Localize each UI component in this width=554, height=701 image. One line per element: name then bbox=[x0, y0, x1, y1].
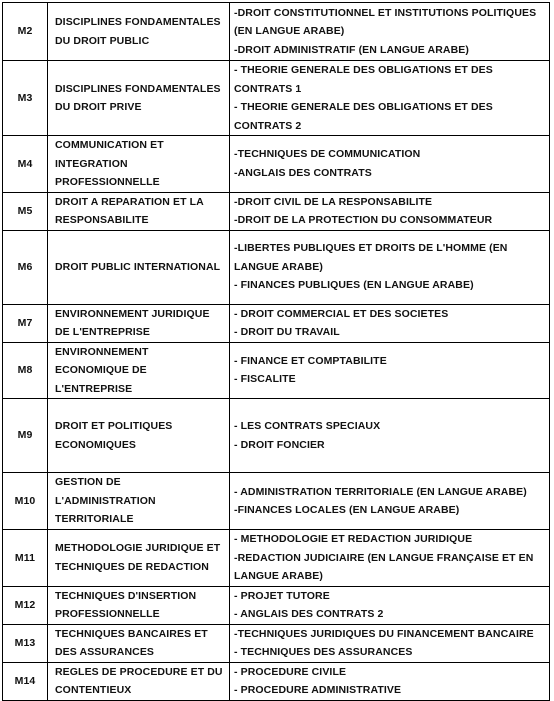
course-item: - FISCALITE bbox=[234, 373, 296, 386]
module-row bbox=[3, 342, 550, 399]
module-code: M7 bbox=[3, 304, 48, 342]
module-title bbox=[48, 230, 230, 304]
module-row bbox=[3, 192, 550, 230]
module-title-line: INTEGRATION bbox=[55, 157, 128, 170]
module-row bbox=[3, 662, 550, 700]
module-title-line: DU DROIT PRIVE bbox=[55, 101, 142, 113]
module-title bbox=[48, 624, 230, 662]
course-item: - METHODOLOGIE ET REDACTION JURIDIQUE bbox=[234, 533, 473, 545]
module-title-line: L'ADMINISTRATION bbox=[55, 494, 156, 507]
module-title-line: DE L'ENTREPRISE bbox=[55, 326, 151, 338]
module-row bbox=[3, 61, 550, 136]
course-item: - FINANCES PUBLIQUES (EN LANGUE ARABE) bbox=[234, 279, 474, 292]
module-title-line: ECONOMIQUES bbox=[55, 438, 137, 451]
module-courses bbox=[230, 304, 550, 342]
module-title-line: TECHNIQUES DE REDACTION bbox=[55, 560, 209, 573]
module-title-line: PROFESSIONNELLE bbox=[55, 176, 160, 188]
course-item: -FINANCES LOCALES (EN LANGUE ARABE) bbox=[234, 504, 460, 516]
course-item: - ADMINISTRATION TERRITORIALE (EN LANGUE ARABE) bbox=[234, 485, 527, 498]
course-item: -TECHNIQUES DE COMMUNICATION bbox=[234, 148, 421, 161]
module-title-line: DROIT PUBLIC INTERNATIONAL bbox=[55, 260, 221, 273]
module-title-line: TERRITORIALE bbox=[55, 513, 134, 526]
module-title-line: DISCIPLINES FONDAMENTALES bbox=[55, 16, 221, 28]
module-code: M2 bbox=[3, 3, 48, 61]
module-title-line: DROIT ET POLITIQUES bbox=[55, 420, 173, 432]
module-row bbox=[3, 586, 550, 624]
module-title-line: DROIT A REPARATION ET LA bbox=[55, 195, 204, 208]
course-item: - LES CONTRATS SPECIAUX bbox=[234, 420, 381, 432]
course-item: - PROJET TUTORE bbox=[234, 589, 330, 602]
module-code: M11 bbox=[3, 530, 48, 587]
module-title bbox=[48, 399, 230, 473]
course-item: - ANGLAIS DES CONTRATS 2 bbox=[234, 608, 384, 620]
module-title-line: ENVIRONNEMENT JURIDIQUE bbox=[55, 307, 210, 320]
module-title-line: TECHNIQUES D'INSERTION bbox=[55, 589, 197, 602]
module-code: M3 bbox=[3, 61, 48, 136]
module-courses bbox=[230, 342, 550, 399]
module-title bbox=[48, 473, 230, 530]
module-courses bbox=[230, 192, 550, 230]
module-title-line: GESTION DE bbox=[55, 476, 121, 489]
module-title bbox=[48, 3, 230, 61]
module-row bbox=[3, 399, 550, 473]
module-code: M8 bbox=[3, 342, 48, 399]
course-item: - FINANCE ET COMPTABILITE bbox=[234, 354, 387, 367]
course-item: - THEORIE GENERALE DES OBLIGATIONS ET DES CONTRATS 2 bbox=[234, 101, 493, 132]
module-courses bbox=[230, 586, 550, 624]
module-courses bbox=[230, 230, 550, 304]
module-courses bbox=[230, 662, 550, 700]
module-title-line: DES ASSURANCES bbox=[55, 646, 155, 658]
course-item: - PROCEDURE CIVILE bbox=[234, 665, 347, 678]
module-title-line: PROFESSIONNELLE bbox=[55, 608, 160, 620]
module-title-line: DU DROIT PUBLIC bbox=[55, 34, 150, 47]
module-row bbox=[3, 530, 550, 587]
module-title-line: CONTENTIEUX bbox=[55, 684, 132, 696]
course-item: -REDACTION JUDICIAIRE (EN LANGUE FRANÇAISE ET EN LANGUE ARABE) bbox=[234, 551, 534, 582]
course-item: -ANGLAIS DES CONTRATS bbox=[234, 166, 372, 179]
module-code: M4 bbox=[3, 136, 48, 193]
module-title-line: RESPONSABILITE bbox=[55, 214, 149, 226]
module-courses bbox=[230, 3, 550, 61]
module-title bbox=[48, 192, 230, 230]
course-item: - PROCEDURE ADMINISTRATIVE bbox=[234, 684, 402, 696]
module-title bbox=[48, 530, 230, 587]
module-row bbox=[3, 473, 550, 530]
module-title bbox=[48, 586, 230, 624]
module-title bbox=[48, 342, 230, 399]
module-row bbox=[3, 624, 550, 662]
module-code: M10 bbox=[3, 473, 48, 530]
module-courses bbox=[230, 136, 550, 193]
module-row bbox=[3, 304, 550, 342]
module-title-line: METHODOLOGIE JURIDIQUE ET bbox=[55, 542, 221, 555]
course-item: - THEORIE GENERALE DES OBLIGATIONS ET DES CONTRATS 1 bbox=[234, 64, 493, 95]
module-title bbox=[48, 662, 230, 700]
module-courses bbox=[230, 61, 550, 136]
module-code: M6 bbox=[3, 230, 48, 304]
course-item: - DROIT DU TRAVAIL bbox=[234, 326, 340, 338]
course-item: -DROIT CIVIL DE LA RESPONSABILITE bbox=[234, 195, 433, 208]
module-title bbox=[48, 136, 230, 193]
module-row bbox=[3, 3, 550, 61]
module-code: M9 bbox=[3, 399, 48, 473]
modules-table bbox=[2, 2, 550, 701]
course-item: -TECHNIQUES JURIDIQUES DU FINANCEMENT BANCAIRE bbox=[234, 627, 534, 640]
module-courses bbox=[230, 530, 550, 587]
module-title-line: L'ENTREPRISE bbox=[55, 382, 133, 395]
module-code: M5 bbox=[3, 192, 48, 230]
modules-table-body bbox=[3, 3, 550, 701]
module-title-line: COMMUNICATION ET bbox=[55, 139, 164, 151]
course-item: -DROIT DE LA PROTECTION DU CONSOMMATEUR bbox=[234, 214, 493, 226]
module-courses bbox=[230, 624, 550, 662]
course-item: -DROIT CONSTITUTIONNEL ET INSTITUTIONS POLITIQUES (EN LANGUE ARABE) bbox=[234, 6, 537, 38]
module-row bbox=[3, 230, 550, 304]
module-courses bbox=[230, 399, 550, 473]
course-item: - TECHNIQUES DES ASSURANCES bbox=[234, 646, 413, 658]
module-courses bbox=[230, 473, 550, 530]
module-code: M13 bbox=[3, 624, 48, 662]
module-title-line: DISCIPLINES FONDAMENTALES bbox=[55, 82, 221, 95]
module-code: M14 bbox=[3, 662, 48, 700]
module-row bbox=[3, 136, 550, 193]
module-title bbox=[48, 61, 230, 136]
module-title-line: TECHNIQUES BANCAIRES ET bbox=[55, 627, 208, 640]
module-code: M12 bbox=[3, 586, 48, 624]
module-title-line: ENVIRONNEMENT bbox=[55, 345, 149, 358]
course-item: -LIBERTES PUBLIQUES ET DROITS DE L'HOMME (EN LANGUE ARABE) bbox=[234, 242, 508, 273]
course-item: - DROIT COMMERCIAL ET DES SOCIETES bbox=[234, 307, 449, 320]
course-item: - DROIT FONCIER bbox=[234, 438, 325, 451]
module-title bbox=[48, 304, 230, 342]
module-title-line: ECONOMIQUE DE bbox=[55, 364, 147, 376]
course-item: -DROIT ADMINISTRATIF (EN LANGUE ARABE) bbox=[234, 43, 469, 56]
module-title-line: REGLES DE PROCEDURE ET DU bbox=[55, 665, 223, 678]
